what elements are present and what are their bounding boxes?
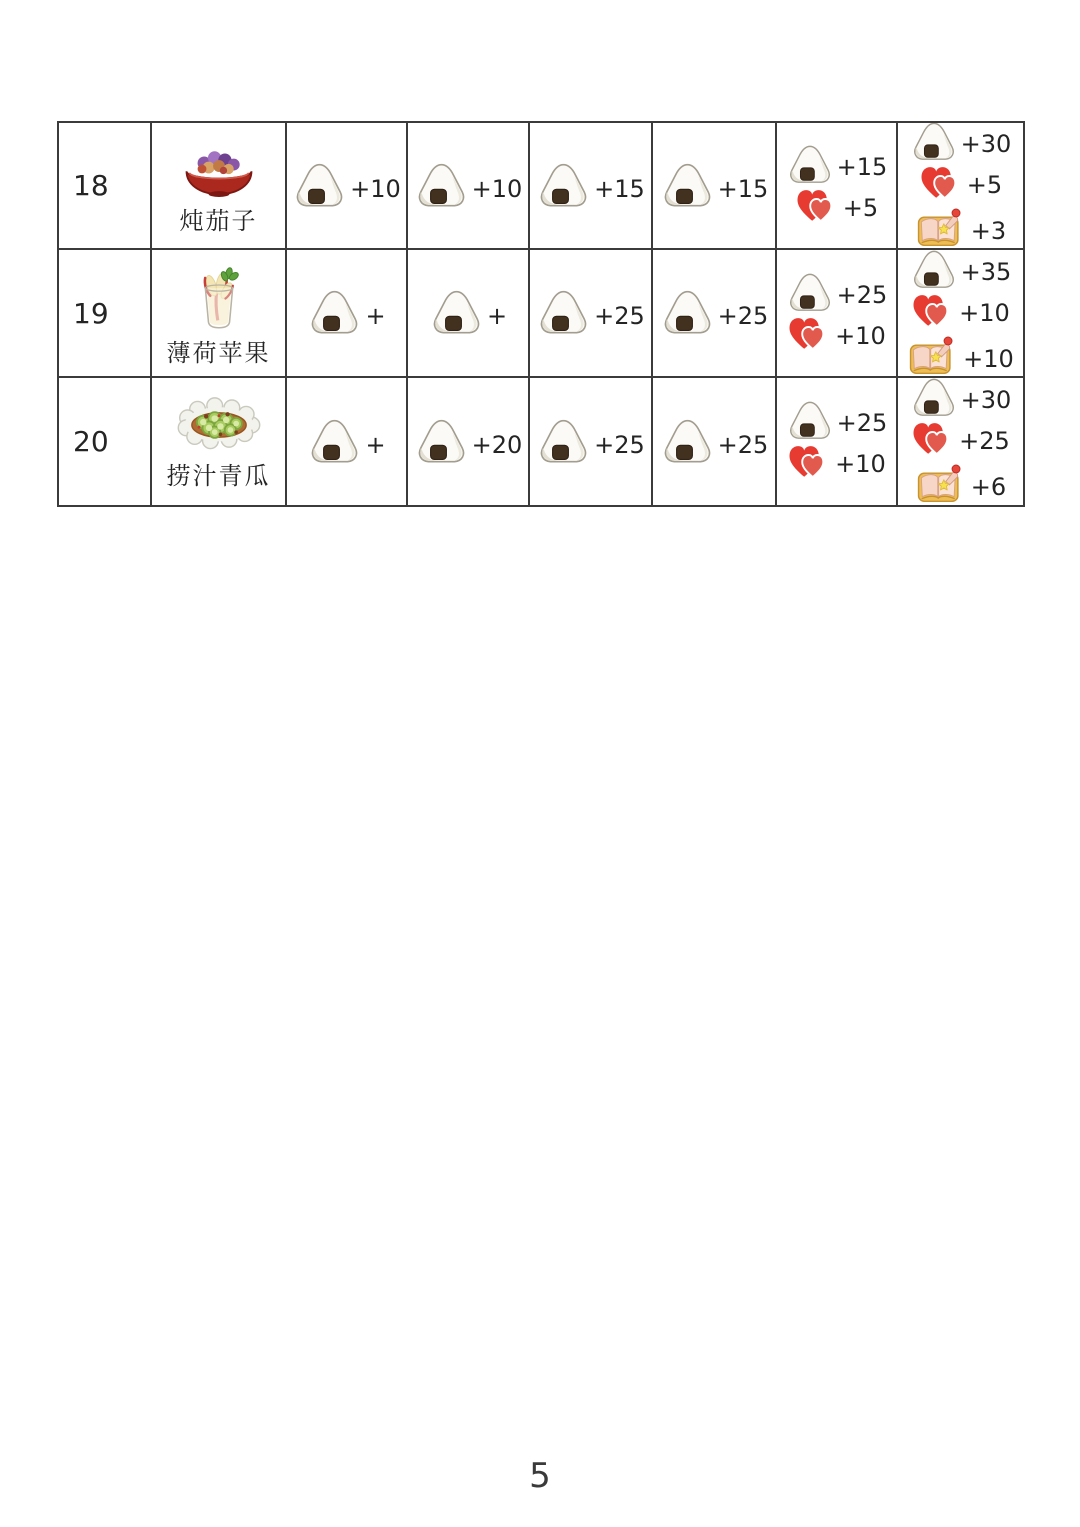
recipe-book-icon bbox=[915, 205, 968, 250]
onigiri-icon bbox=[429, 289, 484, 337]
dish-cell bbox=[152, 378, 287, 505]
stat-line bbox=[307, 289, 385, 337]
cucumber-salad-plate-icon bbox=[177, 395, 261, 455]
stat-line bbox=[660, 162, 769, 210]
row-number: 20 bbox=[73, 425, 109, 458]
stat-value: +15 bbox=[717, 174, 769, 203]
onigiri-icon bbox=[292, 162, 347, 210]
onigiri-icon bbox=[536, 289, 591, 337]
stat-cell bbox=[287, 123, 408, 250]
dish-name: 捞汁青瓜 bbox=[166, 461, 271, 490]
stat-value: +35 bbox=[960, 257, 1012, 286]
stat-cell bbox=[898, 378, 1023, 505]
stat-value: +30 bbox=[960, 386, 1012, 414]
row-number-cell bbox=[59, 250, 152, 378]
stat-line bbox=[915, 461, 1006, 505]
stat-value: +10 bbox=[835, 321, 886, 350]
stat-line bbox=[536, 162, 645, 210]
stat-cell bbox=[777, 123, 898, 250]
dish-cell bbox=[152, 123, 287, 250]
row-number: 18 bbox=[73, 169, 109, 202]
stat-line bbox=[429, 289, 507, 337]
stat-line bbox=[787, 443, 886, 483]
food-stats-table bbox=[57, 121, 1025, 507]
stat-cell bbox=[530, 378, 653, 505]
stat-value: +3 bbox=[970, 217, 1007, 245]
stat-line bbox=[910, 123, 1012, 163]
stat-line bbox=[911, 292, 1010, 332]
stat-value: + bbox=[486, 302, 508, 330]
stat-line bbox=[911, 420, 1010, 460]
stat-value: +25 bbox=[959, 427, 1010, 455]
stat-value: +25 bbox=[717, 302, 769, 330]
stat-cell bbox=[530, 123, 653, 250]
stat-cell bbox=[777, 250, 898, 378]
stat-cell bbox=[408, 250, 530, 378]
stat-value: + bbox=[365, 302, 386, 330]
stat-value: +25 bbox=[594, 430, 645, 459]
stat-value: +25 bbox=[717, 430, 769, 459]
onigiri-icon bbox=[660, 289, 715, 337]
onigiri-icon bbox=[786, 400, 834, 442]
stat-line bbox=[414, 162, 523, 210]
onigiri-icon bbox=[786, 272, 834, 314]
stat-line bbox=[907, 333, 1014, 378]
stat-line bbox=[292, 162, 401, 210]
mint-apple-cup-icon bbox=[188, 260, 250, 336]
stat-value: +10 bbox=[471, 174, 523, 203]
onigiri-icon bbox=[536, 418, 591, 466]
stat-line bbox=[660, 289, 769, 337]
stat-line bbox=[786, 272, 888, 314]
onigiri-icon bbox=[786, 144, 834, 186]
onigiri-icon bbox=[910, 123, 958, 163]
stat-value: +15 bbox=[594, 174, 645, 203]
onigiri-icon bbox=[307, 418, 362, 466]
stat-value: +10 bbox=[963, 344, 1014, 373]
stat-cell bbox=[530, 250, 653, 378]
stat-line bbox=[786, 144, 888, 186]
page-number: 5 bbox=[529, 1456, 551, 1496]
stat-value: +10 bbox=[959, 298, 1010, 327]
onigiri-icon bbox=[414, 418, 469, 466]
eggplant-stew-icon bbox=[181, 138, 257, 200]
stat-line bbox=[910, 378, 1012, 419]
stat-value: +25 bbox=[836, 280, 888, 309]
onigiri-icon bbox=[536, 162, 591, 210]
stat-cell bbox=[287, 378, 408, 505]
hearts-icon bbox=[911, 420, 956, 460]
stat-line bbox=[536, 289, 645, 337]
stat-cell bbox=[408, 123, 530, 250]
recipe-book-icon bbox=[907, 333, 960, 378]
stat-value: +10 bbox=[835, 450, 886, 478]
hearts-icon bbox=[919, 164, 964, 204]
stat-value: +6 bbox=[970, 473, 1007, 501]
stat-line bbox=[786, 400, 888, 442]
stat-cell bbox=[777, 378, 898, 505]
dish-cell bbox=[152, 250, 287, 378]
stat-cell bbox=[287, 250, 408, 378]
onigiri-icon bbox=[307, 289, 362, 337]
dish-name: 薄荷苹果 bbox=[166, 339, 271, 367]
stat-cell bbox=[653, 123, 777, 250]
stat-cell bbox=[898, 123, 1023, 250]
stat-value: +25 bbox=[594, 302, 645, 330]
stat-value: +15 bbox=[836, 153, 888, 181]
stat-value: +5 bbox=[842, 194, 879, 222]
stat-value: +20 bbox=[471, 430, 523, 459]
onigiri-icon bbox=[910, 250, 958, 291]
onigiri-icon bbox=[910, 378, 958, 419]
stat-line bbox=[414, 418, 523, 466]
stat-cell bbox=[653, 250, 777, 378]
stat-line bbox=[795, 187, 878, 227]
row-number-cell bbox=[59, 378, 152, 505]
row-number-cell bbox=[59, 123, 152, 250]
onigiri-icon bbox=[660, 418, 715, 466]
stat-line bbox=[787, 315, 886, 355]
onigiri-icon bbox=[660, 162, 715, 210]
stat-cell bbox=[408, 378, 530, 505]
stat-cell bbox=[898, 250, 1023, 378]
onigiri-icon bbox=[414, 162, 469, 210]
hearts-icon bbox=[911, 292, 956, 332]
stat-cell bbox=[653, 378, 777, 505]
stat-value: +25 bbox=[836, 409, 888, 437]
hearts-icon bbox=[787, 443, 832, 483]
dish-name: 炖茄子 bbox=[179, 206, 258, 235]
stat-line bbox=[915, 205, 1006, 250]
recipe-book-icon bbox=[915, 461, 968, 505]
stat-value: +10 bbox=[350, 174, 401, 203]
stat-line bbox=[910, 250, 1012, 291]
stat-value: +5 bbox=[966, 171, 1003, 199]
row-number: 19 bbox=[73, 296, 109, 330]
stat-line bbox=[660, 418, 769, 466]
stat-line bbox=[919, 164, 1002, 204]
hearts-icon bbox=[795, 187, 840, 227]
stat-line bbox=[536, 418, 645, 466]
stat-line bbox=[307, 418, 385, 466]
hearts-icon bbox=[787, 315, 832, 355]
stat-value: +30 bbox=[960, 130, 1012, 158]
stat-value: + bbox=[365, 430, 386, 459]
